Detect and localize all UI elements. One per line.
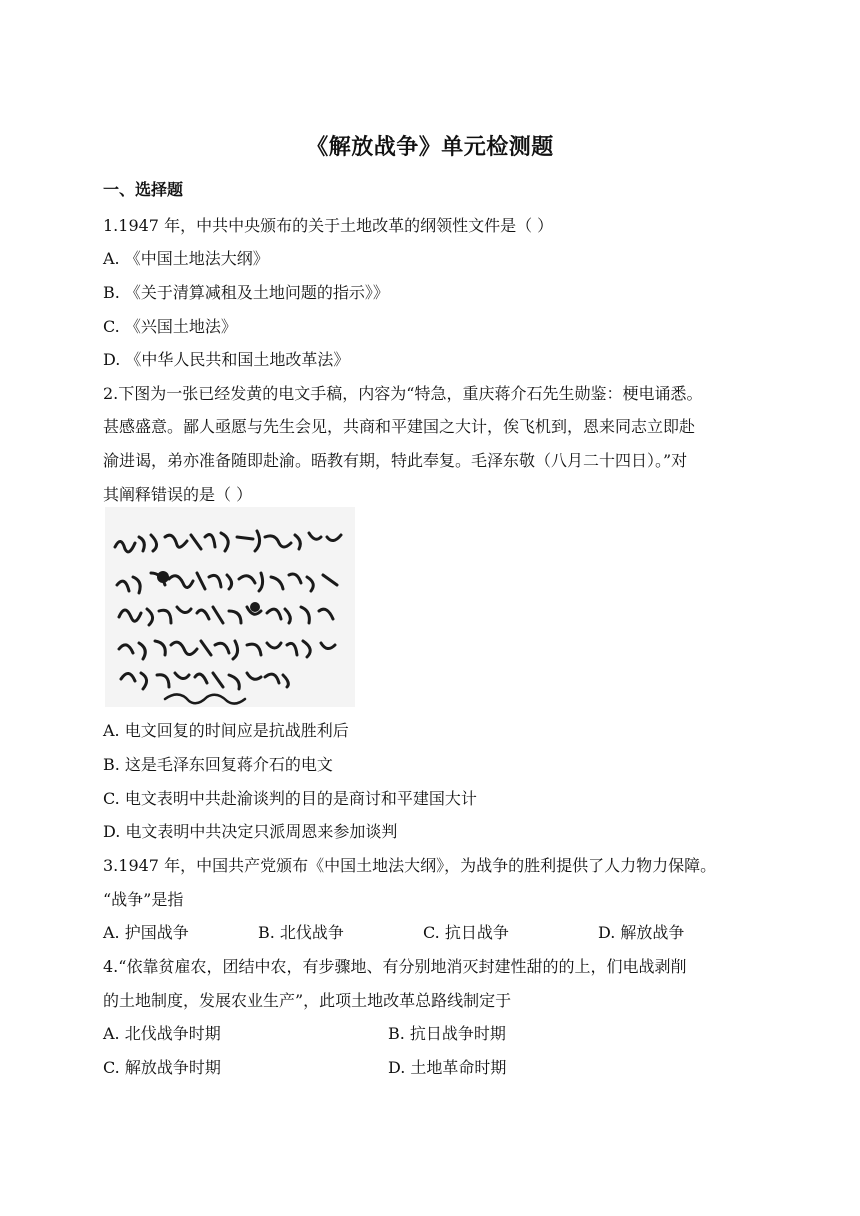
- question-4-option-c: C. 解放战争时期: [103, 1058, 221, 1077]
- question-4-stem-line-2: 的土地制度，发展农业生产”，此项土地改革总路线制定于: [103, 991, 512, 1010]
- question-2-stem-line-4: 其阐释错误的是（ ）: [103, 485, 253, 504]
- question-4-options-row-1: [103, 1021, 753, 1041]
- question-3-option-b: B. 北伐战争: [258, 923, 344, 942]
- question-2-option-d: D. 电文表明中共决定只派周恩来参加谈判: [103, 822, 398, 841]
- question-1-option-a: A. 《中国土地法大纲》: [103, 249, 269, 268]
- question-1-option-b: B. 《关于清算减租及土地问题的指示》》: [103, 283, 389, 302]
- question-2-option-a: A. 电文回复的时间应是抗战胜利后: [103, 721, 349, 740]
- question-3-stem-line-2: “战争”是指: [103, 890, 184, 909]
- question-1-option-c: C. 《兴国土地法》: [103, 317, 237, 336]
- question-1-stem: 1.1947 年，中共中央颁布的关于土地改革的纲领性文件是（ ）: [103, 216, 554, 235]
- question-3-options: [103, 920, 753, 940]
- handwritten-telegram-image: [105, 507, 355, 707]
- question-2-stem-line-3: 渝进谒，弟亦准备随即赴渝。晤教有期，特此奉复。毛泽东敬（八月二十四日）。”对: [103, 451, 688, 470]
- question-3-option-d: D. 解放战争: [598, 923, 685, 942]
- question-3-option-c: C. 抗日战争: [423, 923, 509, 942]
- question-2-stem-line-1: 2.下图为一张已经发黄的电文手稿，内容为“特急，重庆蒋介石先生勋鉴：梗电诵悉。: [103, 384, 703, 403]
- question-4-stem-line-1: 4.“依靠贫雇农，团结中农，有步骤地、有分别地消灭封建性甜的的上，们电战剥削: [103, 957, 687, 976]
- question-4-options-row-2: [103, 1055, 753, 1075]
- question-2-option-b: B. 这是毛泽东回复蒋介石的电文: [103, 755, 333, 774]
- question-3-stem-line-1: 3.1947 年，中国共产党颁布《中国土地法大纲》，为战争的胜利提供了人力物力保障。: [103, 856, 717, 875]
- question-4-option-a: A. 北伐战争时期: [103, 1024, 221, 1043]
- section-heading: 一、选择题: [103, 180, 184, 199]
- page-title: 《解放战争》单元检测题: [306, 134, 554, 160]
- question-4-option-b: B. 抗日战争时期: [388, 1024, 506, 1043]
- question-2-option-c: C. 电文表明中共赴渝谈判的目的是商讨和平建国大计: [103, 789, 477, 808]
- question-2-stem-line-2: 甚感盛意。鄙人亟愿与先生会见，共商和平建国之大计，俟飞机到，恩来同志立即赴: [103, 417, 696, 436]
- question-1-option-d: D. 《中华人民共和国土地改革法》: [103, 350, 350, 369]
- question-4-option-d: D. 土地革命时期: [388, 1058, 507, 1077]
- question-3-option-a: A. 护国战争: [103, 923, 189, 942]
